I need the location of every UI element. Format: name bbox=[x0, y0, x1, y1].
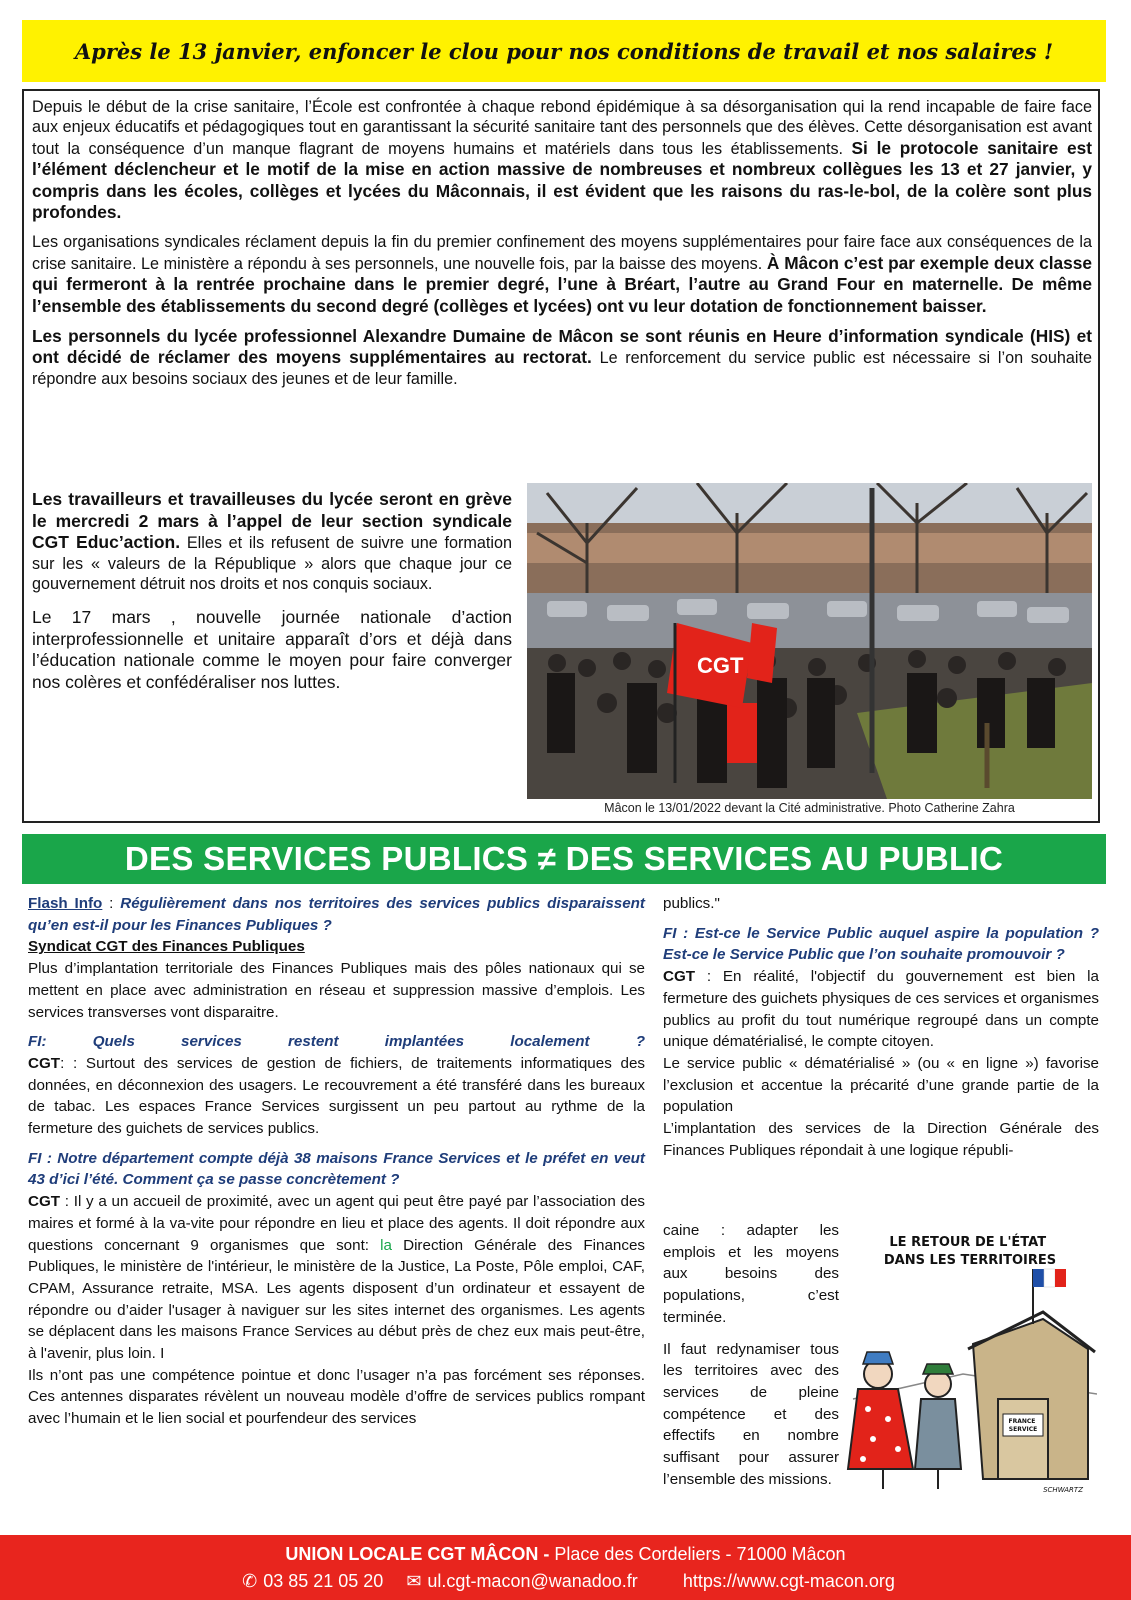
cgt-label: CGT bbox=[28, 1054, 61, 1072]
footer-email[interactable]: ul.cgt-macon@wanadoo.fr bbox=[427, 1571, 638, 1591]
article-intro bbox=[32, 97, 1092, 398]
flash-question bbox=[28, 893, 645, 936]
question: FI: Quels services restent implantées localement ? bbox=[28, 1033, 645, 1051]
paragraph bbox=[32, 97, 1092, 223]
paragraph bbox=[32, 489, 512, 594]
answer bbox=[663, 966, 1099, 1053]
paragraph-bold: Si le protocole sanitaire est l’élément déclencheur et le motif de la mise en action massive de nombreuses et nombreux collègues les 13 et 27 janvier, y compris dans les écoles, collèges et lycées du Mâconnais, il est évident que les raisons du ras-le-bol, de la colère sont plus profondes. bbox=[32, 137, 1093, 223]
section-title: DES SERVICES PUBLICS ≠ DES SERVICES AU PUBLIC bbox=[124, 840, 1004, 877]
cartoon-signature: SCHWARTZ bbox=[1043, 1486, 1083, 1494]
footer-line-2 bbox=[0, 1571, 1131, 1592]
question: FI : Est-ce le Service Public auquel aspire la population ? Est-ce le Service Public que l’on souhaite promouvoir ? bbox=[663, 924, 1099, 964]
answer bbox=[28, 1053, 645, 1140]
paragraph-bold: À Mâcon c’est par exemple deux classe qui fermeront à la rentrée prochaine dans le premier degré, l’une à Bréart, l’autre au Grand Four en maternelle. De même l’ensemble des établissements du second degré (collèges et lycées) ont vu leur dotation de fonctionnement baisser. bbox=[32, 252, 1093, 316]
answer-text: Direction Générale des Finances Publiques, le ministère de l'intérieur, le ministère de la Justice, La Poste, Pôle emploi, CAF, CPAM, Assurance retraite, MSA. Les agents disposent d’un ordinateur et essayent de répondre ou d’aider l'usager à naviguer sur les sites internet des organismes. Les agents se déplacent dans les maisons France Services au début près de chez eux mais peut-être, à l'avenir, plus loin. I bbox=[28, 1236, 645, 1363]
cartoon-illustration bbox=[843, 1224, 1097, 1497]
photo-caption: Mâcon le 13/01/2022 devant la Cité administrative. Photo Catherine Zahra bbox=[604, 801, 1015, 815]
answer: caine : adapter les emplois et les moyens aux besoins des populations, c’est terminée. bbox=[663, 1222, 839, 1326]
footer-line-1 bbox=[0, 1544, 1131, 1565]
paragraph-text: Elles et ils refusent de suivre une formation sur les « valeurs de la République » alors que chaque jour ce gouvernement détruit nos droits et nos conquis sociaux. bbox=[32, 534, 512, 593]
continuation: publics." bbox=[663, 895, 720, 912]
headline: Après le 13 janvier, enfoncer le clou pour nos conditions de travail et nos salaires ! bbox=[74, 38, 1054, 64]
footer-phone[interactable]: 03 85 21 05 20 bbox=[263, 1571, 384, 1591]
phone-icon: ✆ bbox=[242, 1571, 258, 1591]
answer-text: : Il y a un accueil de proximité, avec un agent qui peut être payé par l’association des maires et formé à la va-vite pour répondre en lieu et place des agents. Il doit répondre aux questions concernant 9 organismes que sont: bbox=[28, 1193, 645, 1254]
footer-website[interactable]: https://www.cgt-macon.org bbox=[682, 1571, 895, 1591]
paragraph-text: Depuis le début de la crise sanitaire, l’École est confrontée à chaque rebond épidémique à sa désorganisation qui la rend incapable de faire face aux enjeux éducatifs et pédagogiques tout en garantissant la sécurité sanitaire tant des personnels que des élèves. Cette désorganisation est avant tout la conséquence d’un manque flagrant de moyens humains et matériels dans tous les établissements. bbox=[32, 98, 1092, 158]
protest-photo bbox=[527, 483, 1092, 799]
paragraph: Le 17 mars , nouvelle journée nationale d’action interprofessionnelle et unitaire apparaît d’ors et déjà dans l’éducation nationale comme le moyen pour faire converger nos colères et confédéraliser nos luttes. bbox=[32, 607, 512, 692]
interview-column-right bbox=[663, 893, 1099, 1161]
question: FI : Notre département compte déjà 38 maisons France Services et le préfet en veut 43 d’ici l’été. Comment ça se passe concrètement ? bbox=[28, 1149, 645, 1189]
answer: L’implantation des services de la Direction Générale des Finances Publiques répondait à une logique républi- bbox=[663, 1120, 1099, 1159]
answer-green: la bbox=[380, 1236, 392, 1254]
headline-banner bbox=[22, 20, 1106, 82]
mail-icon: ✉ bbox=[406, 1571, 422, 1591]
answer: Le service public « dématérialisé » (ou « en ligne ») favorise l’exclusion et accentue la précarité d’une grande partie de la population bbox=[663, 1054, 1099, 1116]
paragraph-text: Les organisations syndicales réclament depuis la fin du premier confinement des moyens supplémentaires pour faire face aux conséquences de la crise sanitaire. Le ministère a répondu à ses personnels, une nouvelle fois, par la baisse des moyens. bbox=[32, 233, 1092, 273]
footer-address: Place des Cordeliers - 71000 Mâcon bbox=[554, 1544, 846, 1564]
flash-info-label: Flash Info bbox=[28, 895, 103, 912]
paragraph-bold: Les travailleurs et travailleuses du lycée seront en grève le mercredi 2 mars à l’appel de leur section syndicale CGT Educ’action. bbox=[32, 489, 512, 552]
flag-label: CGT bbox=[697, 653, 744, 678]
paragraph-text: Le renforcement du service public est nécessaire si l’on souhaite répondre aux besoins sociaux des jeunes et de leur famille. bbox=[32, 349, 1093, 388]
narrow-column bbox=[663, 1220, 839, 1500]
cartoon-sign: FRANCE SERVICE bbox=[1008, 1418, 1038, 1433]
separator: : bbox=[102, 895, 121, 912]
answer-text: : En réalité, l'objectif du gouvernement est bien la fermeture des guichets physiques de ces services et organismes publics au profit du tout numérique regroupé dans un compte unique dématérialisé, le compte citoyen. bbox=[663, 968, 1099, 1051]
syndicat-heading: Syndicat CGT des Finances Publiques bbox=[28, 938, 305, 956]
paragraph bbox=[32, 326, 1092, 389]
section-banner bbox=[22, 834, 1106, 884]
answer bbox=[28, 1191, 645, 1365]
answer: Il faut redynamiser tous les territoires avec des services de pleine compétence et des effectifs en nombre suffisant pour assurer l’ensemble des missions. bbox=[663, 1340, 839, 1488]
answer-text: : : Surtout des services de gestion de fichiers, de traitements informatiques des données, en déconnexion des usagers. Le recouvrement a été transféré dans les bureaux de tabac. Les espaces France Services surgissent un peu partout au rythme de la fermeture des guichets de services publics. bbox=[28, 1054, 645, 1138]
cartoon-title: LE RETOUR DE L'ÉTAT DANS LES TERRITOIRES bbox=[883, 1235, 1057, 1268]
paragraph bbox=[32, 232, 1092, 317]
footer bbox=[0, 1535, 1131, 1600]
interview-column-left bbox=[28, 893, 645, 1430]
question: Régulièrement dans nos territoires des services publics disparaissent qu’en est-il pour les Finances Publiques ? bbox=[28, 895, 645, 934]
answer: Plus d’implantation territoriale des Finances Publiques mais des pôles nationaux qui se mettent en place avec administration en réseau et suppression massive d’emplois. Les services transverses vont disparaitre. bbox=[28, 960, 645, 1021]
strike-column bbox=[32, 489, 512, 706]
footer-org: UNION LOCALE CGT MÂCON bbox=[285, 1544, 539, 1564]
article-box bbox=[22, 89, 1100, 823]
cgt-label: CGT bbox=[28, 1193, 61, 1211]
separator: - bbox=[538, 1544, 555, 1564]
answer: Ils n’ont pas une compétence pointue et donc l’usager n’a pas forcément ses réponses. Ces antennes disparates révèlent un nouveau modèle d’offre de services publics rompant avec l’humain et le lien social et pourfendeur des services bbox=[28, 1366, 645, 1428]
paragraph-bold: Les personnels du lycée professionnel Alexandre Dumaine de Mâcon se sont réunis en Heure d’information syndicale (HIS) et ont décidé de réclamer des moyens supplémentaires au rectorat. bbox=[32, 326, 1092, 368]
cgt-label: CGT bbox=[663, 968, 696, 986]
